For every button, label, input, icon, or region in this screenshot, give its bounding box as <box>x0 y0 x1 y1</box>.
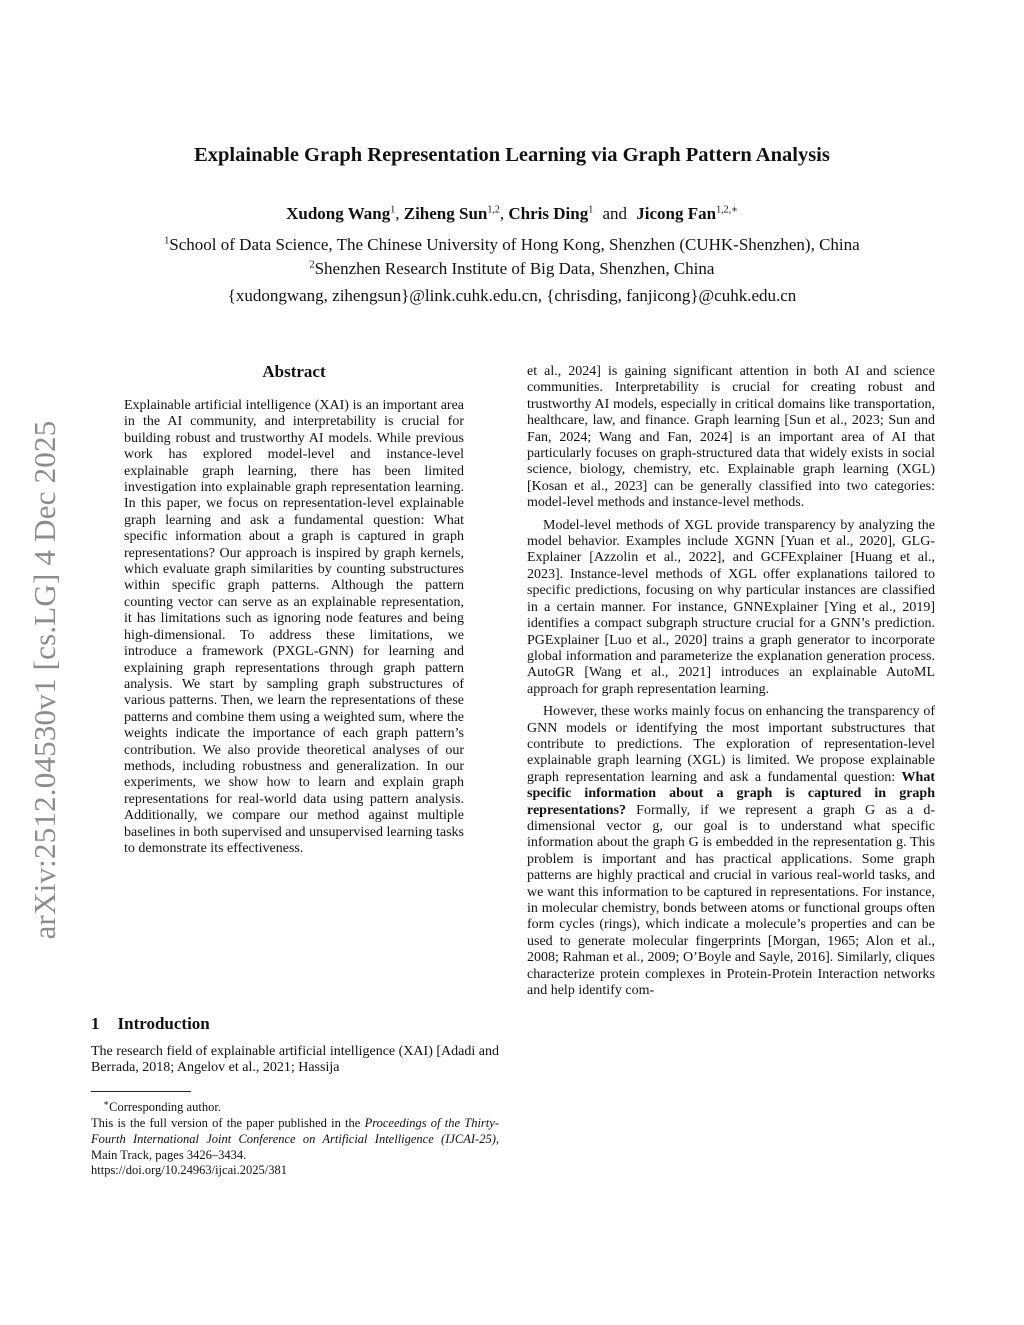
footnote-rule <box>91 1091 191 1092</box>
footnote-corresponding: Corresponding author. <box>109 1100 221 1115</box>
body-paragraph <box>527 704 935 999</box>
section-title: Introduction <box>117 1014 210 1033</box>
footnote-mark: ∗ <box>103 1098 110 1108</box>
author-affil-mark: 1 <box>390 204 396 216</box>
affiliation-text: Shenzhen Research Institute of Big Data, Shenzhen, China <box>314 259 715 278</box>
body-text: However, these works mainly focus on enhancing the transparency of GNN models or identifying the most important substructures that contribute to predictions. The exploration of representation-level explainable graph learning (XGL) is limited. We propose explainable graph representation learning and ask a fundamental question: <box>527 704 935 785</box>
body-paragraph: et al., 2024] is gaining significant attention in both AI and science communities. Interpretability is crucial for creating robust and trustworthy AI models, especially in critical domains like transportation, healthcare, law, and finance. Graph learning [Sun et al., 2023; Sun and Fan, 2024; Wang and Fan, 2024] is an important area of AI that particularly focuses on graph-structured data that widely exists in social science, biology, chemistry, etc. Explainable graph learning (XGL) [Kosan et al., 2023] can be generally classified into two categories: model-level methods and instance-level methods. <box>527 364 935 511</box>
author-separator: , <box>499 204 505 223</box>
author-emails: {xudongwang, zihengsun}@link.cuhk.edu.cn, {chrisding, fanjicong}@cuhk.edu.cn <box>227 286 797 305</box>
author-list <box>0 204 1024 224</box>
footnote-doi: https://doi.org/10.24963/ijcai.2025/381 <box>91 1163 287 1178</box>
author-affil-mark: 1 <box>588 204 594 216</box>
author-affil-mark: 1,2 <box>487 204 500 216</box>
introduction-body <box>91 1044 499 1077</box>
intro-paragraph: The research field of explainable artificial intelligence (XAI) [Adadi and Berrada, 2018; Angelov et al., 2021; Hassija <box>91 1044 499 1076</box>
author-and: and <box>602 204 627 223</box>
affiliation-line <box>0 259 1024 279</box>
arxiv-side-identifier <box>20 380 70 980</box>
affiliation-line <box>0 235 1024 255</box>
author-name: Chris Ding <box>508 204 589 223</box>
body-paragraph: Model-level methods of XGL provide transparency by analyzing the model behavior. Examples include XGNN [Yuan et al., 2020], GLG-Explainer [Azzolin et al., 2022], and GCFExplainer [Huang et al., 2023]. Instance-level methods of XGL offer explanations tailored to specific predictions, focusing on why particular instances are classified in a certain manner. For instance, GNNExplainer [Ying et al., 2019] identifies a compact subgraph structure crucial for a GNN’s prediction. PGExplainer [Luo et al., 2020] trains a graph generator to incorporate global information and parameterize the explanation generation process. AutoGR [Wang et al., 2021] introduces an explainable AutoML approach for graph representation learning. <box>527 517 935 697</box>
author-name: Xudong Wang <box>286 204 391 223</box>
author-affil-mark: 1,2,∗ <box>716 204 738 216</box>
body-text: Formally, if we represent a graph G as a d-dimensional vector g, our goal is to understand what specific information about the graph G is embedded in the representation g. This problem is important and has practical applications. Some graph patterns are highly practical and crucial in various real-world tasks, and we want this information to be captured in representations. For instance, in molecular chemistry, bonds between atoms or functional groups often form cycles (rings), which indicate a molecule’s properties and can be used to generate molecular fingerprints [Morgan, 1965; Alon et al., 2008; Rahman et al., 2009; O’Boyle and Sayle, 2016]. Similarly, cliques characterize protein complexes in Protein-Protein Interaction networks and help identify com- <box>527 802 935 999</box>
affiliation-mark: 2 <box>309 259 315 271</box>
paper-title: Explainable Graph Representation Learning via Graph Pattern Analysis <box>194 144 830 166</box>
right-column-body <box>527 364 935 999</box>
footnote-text: This is the full version of the paper published in the <box>91 1115 365 1130</box>
abstract-paragraph: Explainable artificial intelligence (XAI) is an important area in the AI community, and interpretability is crucial for building robust and trustworthy AI models. While previous work has explored model-level and instance-level explainable graph learning, there has been limited investigation into explainable graph representation learning. In this paper, we focus on representation-level explainable graph learning and ask a fundamental question: What specific information about a graph is captured in graph representations? Our approach is inspired by graph kernels, which evaluate graph similarities by counting substructures within specific graph patterns. Although the pattern counting vector can serve as an explainable representation, it has limitations such as ignoring node features and being high-dimensional. To address these limitations, we introduce a framework (PXGL-GNN) for learning and explaining graph representations through graph pattern analysis. We start by sampling graph substructures of various patterns. Then, we learn the representations of these patterns and combine them using a weighted sum, where the weights indicate the importance of each graph pattern’s contribution. We also provide theoretical analyses of our methods, including robustness and generalization. In our experiments, we show how to learn and explain graph representations for real-world data using pattern analysis. Additionally, we compare our method against multiple baselines in both supervised and unsupervised learning tasks to demonstrate its effectiveness. <box>124 398 464 856</box>
section-number: 1 <box>91 1014 100 1033</box>
affiliation-text: School of Data Science, The Chinese University of Hong Kong, Shenzhen (CUHK-Shenzhen), China <box>169 235 860 254</box>
section-heading-introduction <box>91 1014 210 1034</box>
footnote-venue: Proceedings of the Thirty-Fourth International Joint Conference on Artificial Intelligence (IJCAI-25) <box>91 1115 499 1146</box>
author-name: Ziheng Sun <box>403 204 488 223</box>
abstract-heading: Abstract <box>262 362 326 381</box>
footnote <box>91 1096 499 1179</box>
author-separator: , <box>395 204 400 223</box>
abstract-body <box>124 398 464 857</box>
affiliation-mark: 1 <box>164 235 170 247</box>
research-question: What specific information about a graph is captured in graph representations? <box>527 769 935 818</box>
footnote-text-pages: , Main Track, pages 3426–3434. <box>91 1131 499 1162</box>
author-name: Jicong Fan <box>636 204 717 223</box>
arxiv-id-text: arXiv:2512.04530v1 [cs.LG] 4 Dec 2025 <box>27 420 62 940</box>
